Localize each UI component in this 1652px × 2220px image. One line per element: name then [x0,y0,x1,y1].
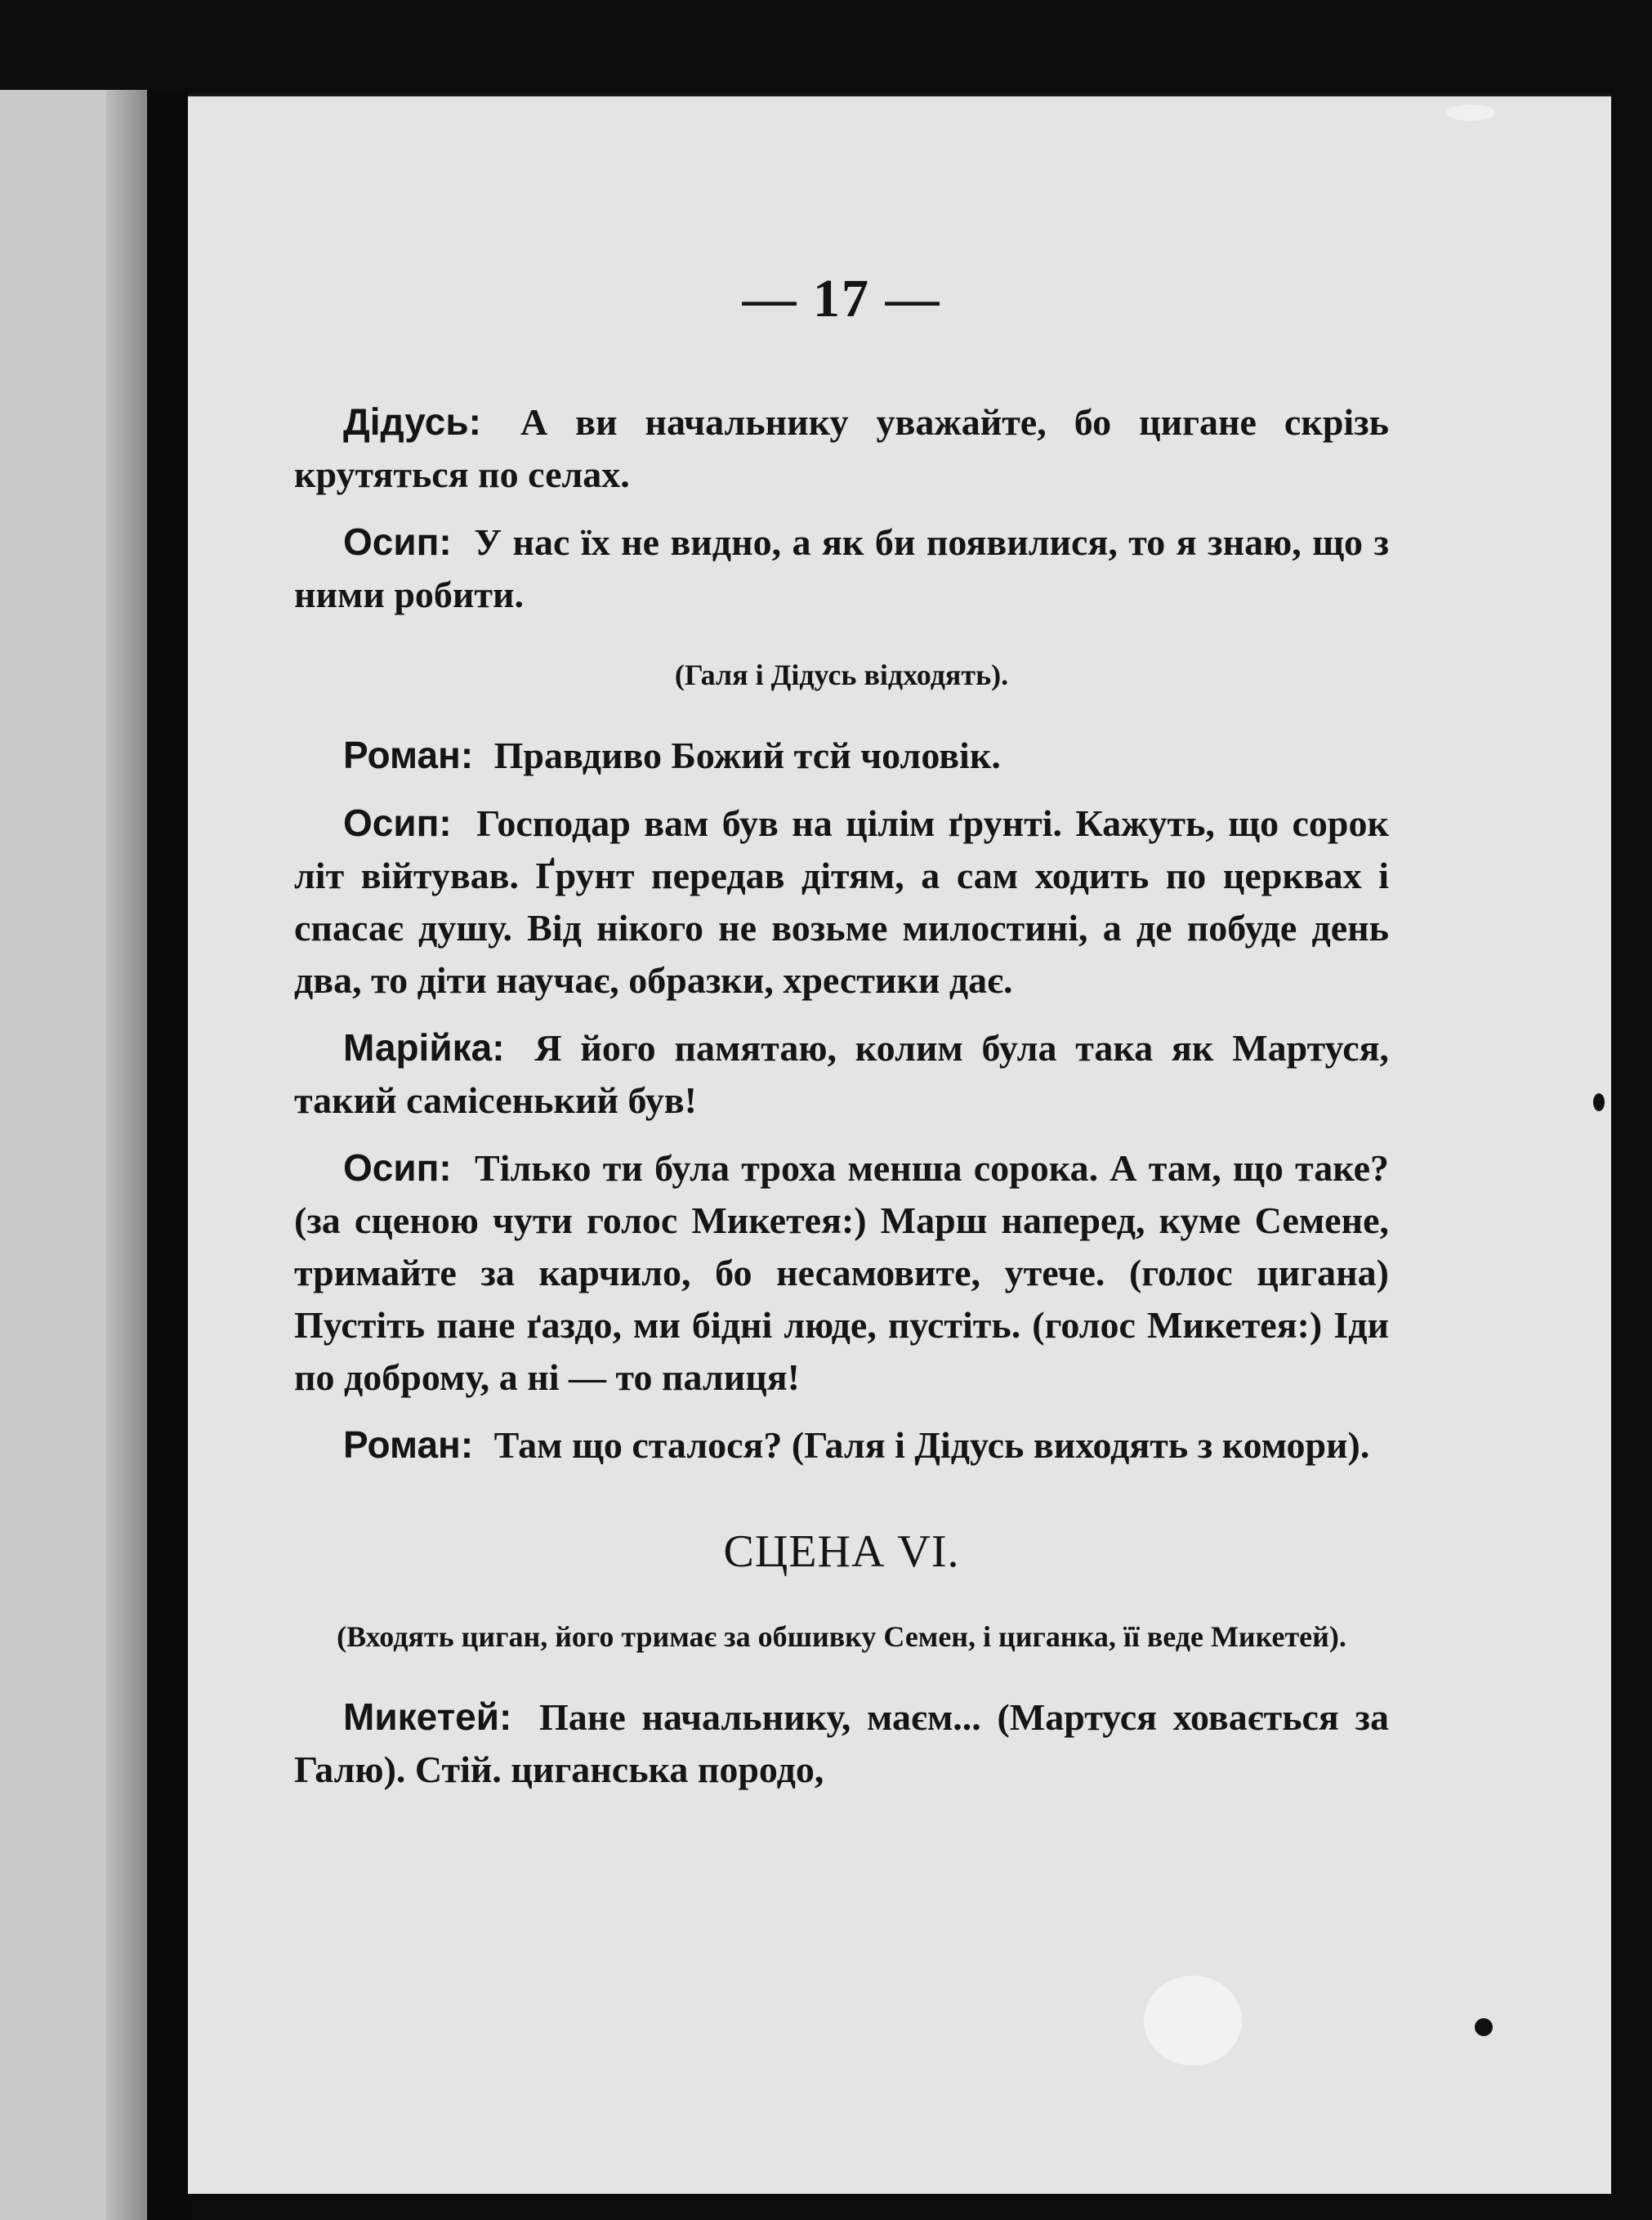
speech-text: Там що сталося? (Галя і Дідусь виходять з комори). [493,1424,1370,1466]
paper-speck [1593,1093,1605,1111]
page-content [294,268,1389,1811]
scene-stage-direction: (Входять циган, його тримає за обшивку Семен, і циганка, її веде Микетей). [337,1620,1346,1653]
speaker-name: Осип: [343,802,452,844]
speaker-name: Микетей: [343,1695,512,1738]
speech-text: Господар вам був на цілім ґрунті. Кажуть, що сорок літ війтував. Ґрунт передав дітям, а сам ходить по церквах і спасає душу. Від нікого не возьме милостині, а де побуде день два, то діти научає, образки, хрестики дає. [294,802,1390,1001]
speech-paragraph [294,395,1389,501]
speech-paragraph [294,1691,1389,1796]
speech-text: У нас їх не видно, а як би появилися, то я знаю, що з ними робити. [294,521,1389,615]
speech-text: Тілько ти була троха менша сорока. А там, що таке? (за сценою чути голос Микетея:) Марш наперед, куме Семене, тримайте за карчило, бо несамовите, утече. (голос цигана) Пустіть пане ґаздо, ми бідні люде, пустіть. (голос Микетея:) Іди по доброму, а ні — то палиця! [294,1147,1390,1398]
speech-paragraph [294,1418,1389,1472]
speaker-name: Марійка: [343,1026,505,1069]
speaker-name: Роман: [343,734,474,776]
speech-text: Я його памятаю, колим була така як Мартуся, такий самісенький був! [294,1027,1389,1121]
speaker-name: Дідусь: [343,400,481,443]
page-number: — 17 — [742,269,941,328]
speech-text: Правдиво Божий тсй чоловік. [493,735,1001,776]
page-shadow [106,90,147,2220]
stage-direction: (Галя і Дідусь відходять). [674,659,1009,691]
speaker-name: Осип: [343,520,452,563]
speech-paragraph [294,1141,1389,1404]
scene-title: СЦЕНА VI. [723,1526,960,1577]
speech-text: А ви начальнику уважайте, бо цигане скрізь крутяться по селах. [294,401,1389,495]
speaker-name: Роман: [343,1423,474,1466]
speech-text: Пане начальнику, маєм... (Мартуся ховається за Галю). Стій. циганська породо, [294,1696,1390,1790]
speaker-name: Осип: [343,1146,452,1189]
film-speck [1475,2018,1493,2036]
document-page [188,94,1611,2194]
paper-blemish [1144,1976,1242,2066]
book-spine [147,90,188,2220]
speech-paragraph [294,797,1389,1007]
paper-blemish [1446,105,1495,121]
speech-paragraph [294,1021,1389,1127]
speech-paragraph [294,516,1389,621]
speech-paragraph [294,729,1389,782]
